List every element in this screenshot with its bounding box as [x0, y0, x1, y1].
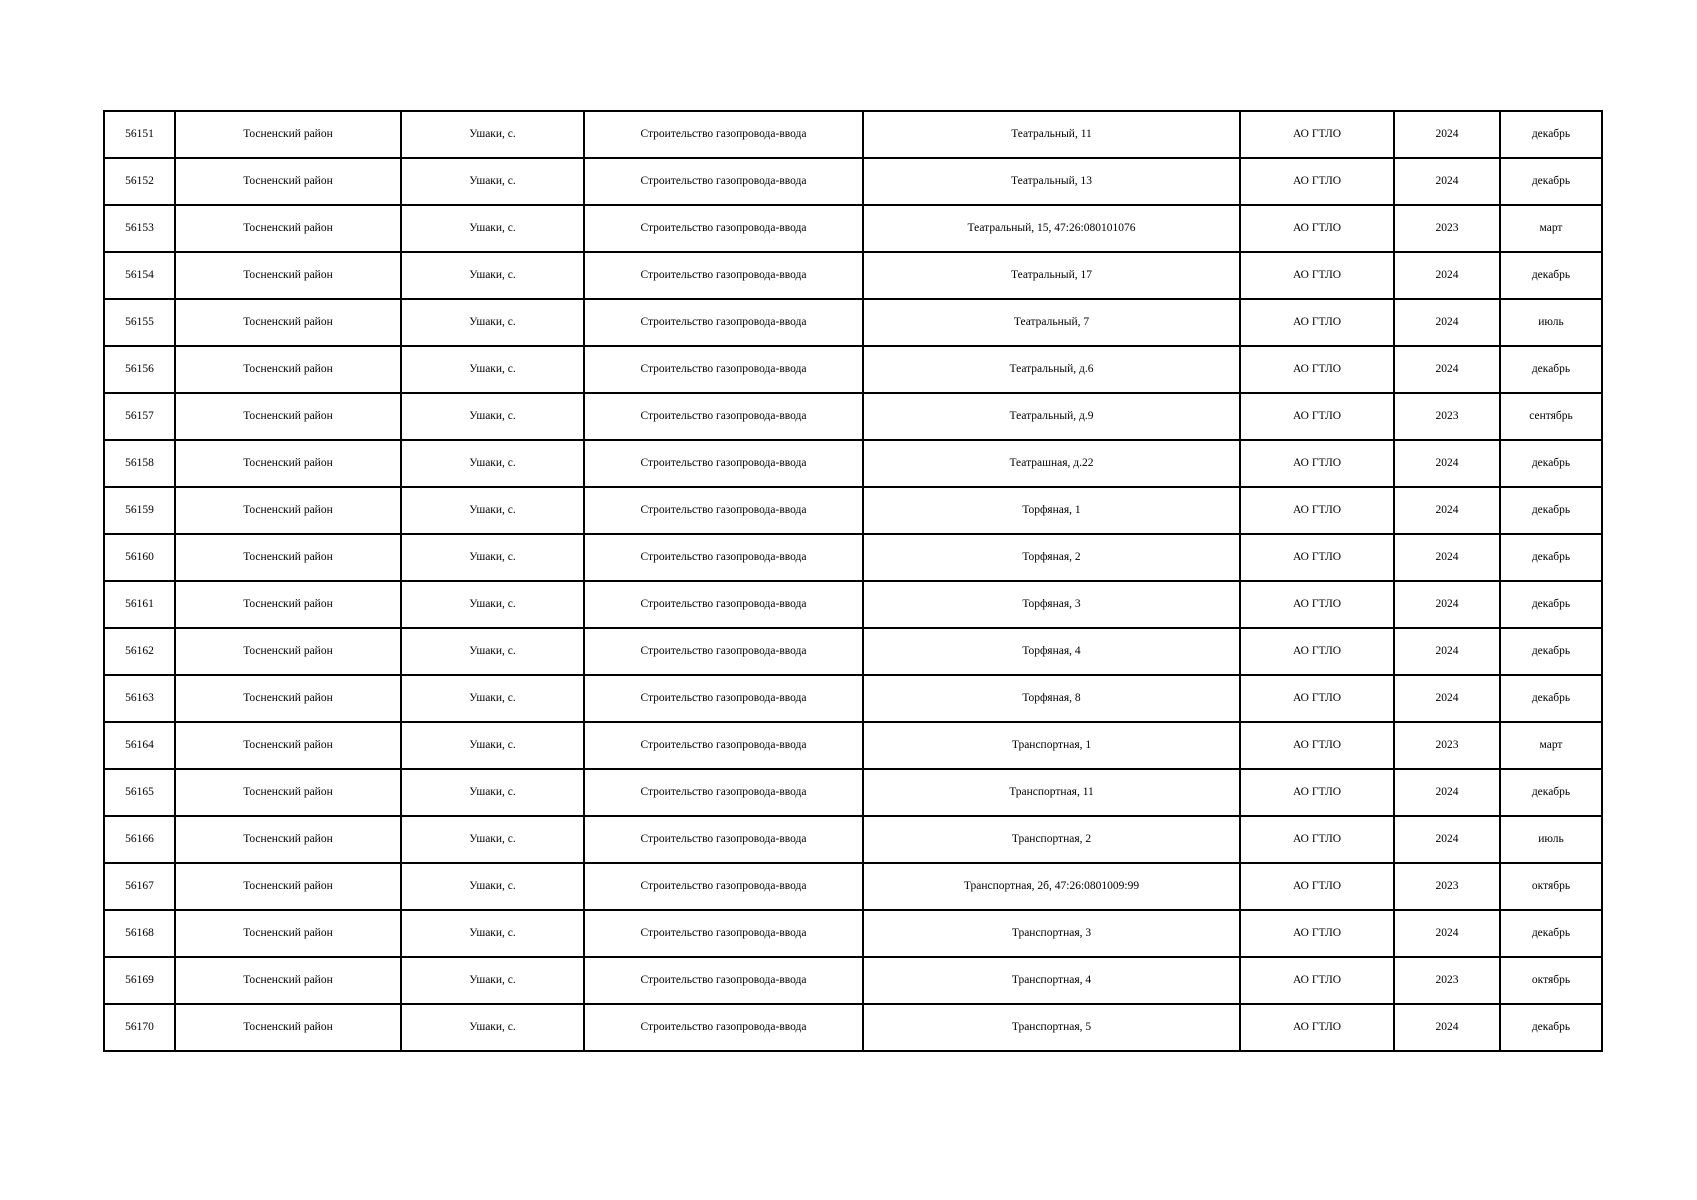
settlement-cell: Ушаки, с. — [401, 769, 584, 816]
company-cell: АО ГТЛО — [1240, 440, 1394, 487]
year-cell: 2024 — [1394, 111, 1500, 158]
company-cell: АО ГТЛО — [1240, 205, 1394, 252]
district-cell: Тосненский район — [175, 957, 401, 1004]
work-type-cell: Строительство газопровода-ввода — [584, 910, 863, 957]
table-row — [104, 299, 1602, 346]
gasification-table — [103, 110, 1603, 1052]
row-id-cell: 56167 — [104, 863, 175, 910]
address-cell: Театральный, 13 — [863, 158, 1240, 205]
settlement-cell: Ушаки, с. — [401, 252, 584, 299]
year-cell: 2024 — [1394, 440, 1500, 487]
district-cell: Тосненский район — [175, 111, 401, 158]
month-cell: декабрь — [1500, 252, 1602, 299]
row-id-cell: 56170 — [104, 1004, 175, 1051]
table-row — [104, 910, 1602, 957]
settlement-cell: Ушаки, с. — [401, 722, 584, 769]
row-id-cell: 56163 — [104, 675, 175, 722]
month-cell: июль — [1500, 816, 1602, 863]
table-row — [104, 863, 1602, 910]
table-row — [104, 816, 1602, 863]
row-id-cell: 56166 — [104, 816, 175, 863]
address-cell: Транспортная, 4 — [863, 957, 1240, 1004]
district-cell: Тосненский район — [175, 393, 401, 440]
settlement-cell: Ушаки, с. — [401, 957, 584, 1004]
year-cell: 2024 — [1394, 581, 1500, 628]
company-cell: АО ГТЛО — [1240, 393, 1394, 440]
company-cell: АО ГТЛО — [1240, 111, 1394, 158]
year-cell: 2024 — [1394, 346, 1500, 393]
settlement-cell: Ушаки, с. — [401, 205, 584, 252]
company-cell: АО ГТЛО — [1240, 863, 1394, 910]
table-row — [104, 346, 1602, 393]
district-cell: Тосненский район — [175, 158, 401, 205]
work-type-cell: Строительство газопровода-ввода — [584, 440, 863, 487]
settlement-cell: Ушаки, с. — [401, 1004, 584, 1051]
settlement-cell: Ушаки, с. — [401, 910, 584, 957]
district-cell: Тосненский район — [175, 628, 401, 675]
district-cell: Тосненский район — [175, 769, 401, 816]
company-cell: АО ГТЛО — [1240, 816, 1394, 863]
month-cell: декабрь — [1500, 675, 1602, 722]
row-id-cell: 56162 — [104, 628, 175, 675]
company-cell: АО ГТЛО — [1240, 487, 1394, 534]
month-cell: март — [1500, 205, 1602, 252]
row-id-cell: 56160 — [104, 534, 175, 581]
year-cell: 2023 — [1394, 957, 1500, 1004]
row-id-cell: 56155 — [104, 299, 175, 346]
work-type-cell: Строительство газопровода-ввода — [584, 769, 863, 816]
district-cell: Тосненский район — [175, 534, 401, 581]
address-cell: Торфяная, 8 — [863, 675, 1240, 722]
work-type-cell: Строительство газопровода-ввода — [584, 299, 863, 346]
district-cell: Тосненский район — [175, 675, 401, 722]
district-cell: Тосненский район — [175, 910, 401, 957]
settlement-cell: Ушаки, с. — [401, 487, 584, 534]
address-cell: Транспортная, 11 — [863, 769, 1240, 816]
year-cell: 2024 — [1394, 252, 1500, 299]
year-cell: 2024 — [1394, 299, 1500, 346]
address-cell: Транспортная, 2б, 47:26:0801009:99 — [863, 863, 1240, 910]
year-cell: 2023 — [1394, 722, 1500, 769]
year-cell: 2024 — [1394, 675, 1500, 722]
district-cell: Тосненский район — [175, 722, 401, 769]
year-cell: 2023 — [1394, 393, 1500, 440]
year-cell: 2024 — [1394, 910, 1500, 957]
company-cell: АО ГТЛО — [1240, 628, 1394, 675]
month-cell: декабрь — [1500, 581, 1602, 628]
work-type-cell: Строительство газопровода-ввода — [584, 722, 863, 769]
month-cell: декабрь — [1500, 1004, 1602, 1051]
table-row — [104, 393, 1602, 440]
row-id-cell: 56165 — [104, 769, 175, 816]
company-cell: АО ГТЛО — [1240, 722, 1394, 769]
month-cell: декабрь — [1500, 158, 1602, 205]
table-row — [104, 769, 1602, 816]
address-cell: Театральный, 11 — [863, 111, 1240, 158]
month-cell: декабрь — [1500, 487, 1602, 534]
settlement-cell: Ушаки, с. — [401, 581, 584, 628]
settlement-cell: Ушаки, с. — [401, 158, 584, 205]
settlement-cell: Ушаки, с. — [401, 863, 584, 910]
month-cell: декабрь — [1500, 534, 1602, 581]
row-id-cell: 56157 — [104, 393, 175, 440]
address-cell: Торфяная, 1 — [863, 487, 1240, 534]
district-cell: Тосненский район — [175, 299, 401, 346]
address-cell: Театральный, 15, 47:26:080101076 — [863, 205, 1240, 252]
month-cell: октябрь — [1500, 863, 1602, 910]
company-cell: АО ГТЛО — [1240, 534, 1394, 581]
address-cell: Театральный, д.9 — [863, 393, 1240, 440]
row-id-cell: 56152 — [104, 158, 175, 205]
table-body — [104, 111, 1602, 1051]
work-type-cell: Строительство газопровода-ввода — [584, 863, 863, 910]
settlement-cell: Ушаки, с. — [401, 675, 584, 722]
work-type-cell: Строительство газопровода-ввода — [584, 346, 863, 393]
table-row — [104, 205, 1602, 252]
month-cell: декабрь — [1500, 346, 1602, 393]
month-cell: декабрь — [1500, 910, 1602, 957]
address-cell: Театральный, 17 — [863, 252, 1240, 299]
district-cell: Тосненский район — [175, 581, 401, 628]
table-row — [104, 581, 1602, 628]
company-cell: АО ГТЛО — [1240, 299, 1394, 346]
company-cell: АО ГТЛО — [1240, 769, 1394, 816]
work-type-cell: Строительство газопровода-ввода — [584, 111, 863, 158]
row-id-cell: 56153 — [104, 205, 175, 252]
district-cell: Тосненский район — [175, 205, 401, 252]
table-row — [104, 487, 1602, 534]
month-cell: июль — [1500, 299, 1602, 346]
row-id-cell: 56168 — [104, 910, 175, 957]
district-cell: Тосненский район — [175, 252, 401, 299]
year-cell: 2024 — [1394, 1004, 1500, 1051]
table-row — [104, 957, 1602, 1004]
year-cell: 2023 — [1394, 863, 1500, 910]
year-cell: 2024 — [1394, 158, 1500, 205]
work-type-cell: Строительство газопровода-ввода — [584, 534, 863, 581]
month-cell: декабрь — [1500, 111, 1602, 158]
month-cell: октябрь — [1500, 957, 1602, 1004]
row-id-cell: 56158 — [104, 440, 175, 487]
table-row — [104, 534, 1602, 581]
month-cell: март — [1500, 722, 1602, 769]
address-cell: Торфяная, 3 — [863, 581, 1240, 628]
work-type-cell: Строительство газопровода-ввода — [584, 158, 863, 205]
company-cell: АО ГТЛО — [1240, 158, 1394, 205]
row-id-cell: 56159 — [104, 487, 175, 534]
address-cell: Театрашная, д.22 — [863, 440, 1240, 487]
work-type-cell: Строительство газопровода-ввода — [584, 1004, 863, 1051]
settlement-cell: Ушаки, с. — [401, 628, 584, 675]
table-row — [104, 628, 1602, 675]
table-row — [104, 252, 1602, 299]
settlement-cell: Ушаки, с. — [401, 299, 584, 346]
year-cell: 2024 — [1394, 534, 1500, 581]
district-cell: Тосненский район — [175, 863, 401, 910]
address-cell: Торфяная, 2 — [863, 534, 1240, 581]
row-id-cell: 56164 — [104, 722, 175, 769]
table-row — [104, 675, 1602, 722]
company-cell: АО ГТЛО — [1240, 675, 1394, 722]
work-type-cell: Строительство газопровода-ввода — [584, 628, 863, 675]
address-cell: Транспортная, 5 — [863, 1004, 1240, 1051]
year-cell: 2024 — [1394, 628, 1500, 675]
settlement-cell: Ушаки, с. — [401, 816, 584, 863]
district-cell: Тосненский район — [175, 346, 401, 393]
table-row — [104, 722, 1602, 769]
company-cell: АО ГТЛО — [1240, 910, 1394, 957]
work-type-cell: Строительство газопровода-ввода — [584, 581, 863, 628]
work-type-cell: Строительство газопровода-ввода — [584, 957, 863, 1004]
work-type-cell: Строительство газопровода-ввода — [584, 205, 863, 252]
address-cell: Торфяная, 4 — [863, 628, 1240, 675]
district-cell: Тосненский район — [175, 440, 401, 487]
district-cell: Тосненский район — [175, 487, 401, 534]
work-type-cell: Строительство газопровода-ввода — [584, 816, 863, 863]
settlement-cell: Ушаки, с. — [401, 393, 584, 440]
month-cell: сентябрь — [1500, 393, 1602, 440]
table-row — [104, 158, 1602, 205]
company-cell: АО ГТЛО — [1240, 252, 1394, 299]
table-row — [104, 440, 1602, 487]
work-type-cell: Строительство газопровода-ввода — [584, 393, 863, 440]
month-cell: декабрь — [1500, 769, 1602, 816]
company-cell: АО ГТЛО — [1240, 957, 1394, 1004]
row-id-cell: 56161 — [104, 581, 175, 628]
year-cell: 2024 — [1394, 487, 1500, 534]
address-cell: Театральный, 7 — [863, 299, 1240, 346]
address-cell: Транспортная, 2 — [863, 816, 1240, 863]
month-cell: декабрь — [1500, 440, 1602, 487]
district-cell: Тосненский район — [175, 816, 401, 863]
year-cell: 2024 — [1394, 769, 1500, 816]
row-id-cell: 56151 — [104, 111, 175, 158]
table-row — [104, 1004, 1602, 1051]
row-id-cell: 56169 — [104, 957, 175, 1004]
address-cell: Транспортная, 3 — [863, 910, 1240, 957]
settlement-cell: Ушаки, с. — [401, 346, 584, 393]
district-cell: Тосненский район — [175, 1004, 401, 1051]
settlement-cell: Ушаки, с. — [401, 440, 584, 487]
row-id-cell: 56156 — [104, 346, 175, 393]
address-cell: Театральный, д.6 — [863, 346, 1240, 393]
row-id-cell: 56154 — [104, 252, 175, 299]
address-cell: Транспортная, 1 — [863, 722, 1240, 769]
month-cell: декабрь — [1500, 628, 1602, 675]
year-cell: 2023 — [1394, 205, 1500, 252]
work-type-cell: Строительство газопровода-ввода — [584, 252, 863, 299]
settlement-cell: Ушаки, с. — [401, 534, 584, 581]
work-type-cell: Строительство газопровода-ввода — [584, 487, 863, 534]
year-cell: 2024 — [1394, 816, 1500, 863]
company-cell: АО ГТЛО — [1240, 1004, 1394, 1051]
work-type-cell: Строительство газопровода-ввода — [584, 675, 863, 722]
table-row — [104, 111, 1602, 158]
settlement-cell: Ушаки, с. — [401, 111, 584, 158]
company-cell: АО ГТЛО — [1240, 581, 1394, 628]
company-cell: АО ГТЛО — [1240, 346, 1394, 393]
